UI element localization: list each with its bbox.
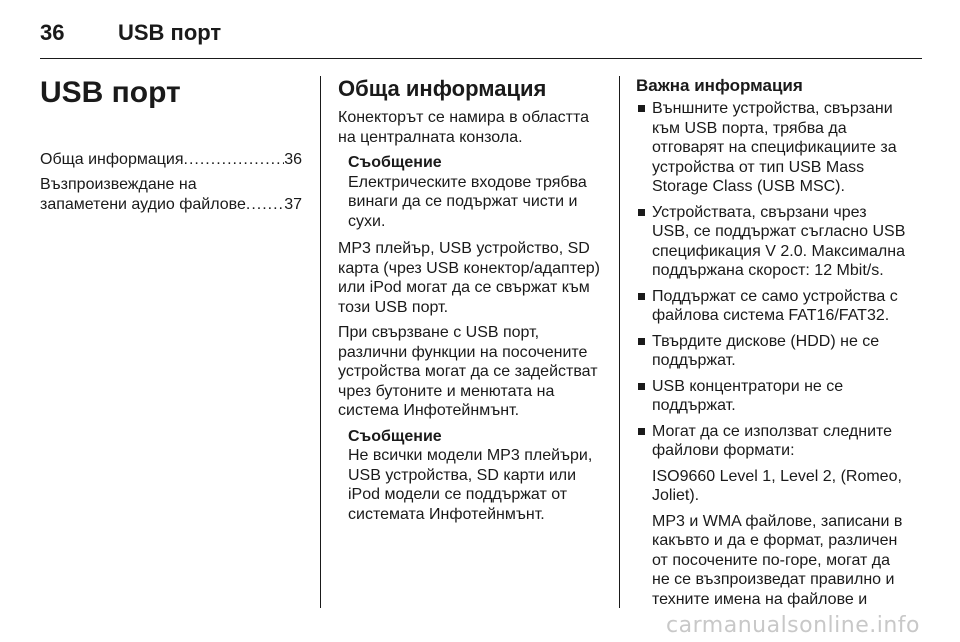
list-item: Външните устройства, свързани към USB порта, трябва да отговарят на спецификациите за устройства от тип USB Mass Storage Class (USB MSC). — [636, 99, 908, 197]
note-block-1 — [348, 153, 604, 231]
toc-entry-text-line1: Възпроизвеждане на — [40, 176, 197, 193]
note-block-2 — [348, 427, 604, 525]
file-format-iso: ISO9660 Level 1, Level 2, (Romeo, Joliet). — [652, 467, 902, 504]
toc-entry-playback[interactable] — [40, 175, 302, 215]
toc-entry-general-info[interactable] — [40, 150, 302, 170]
paragraph-functions: При свързване с USB порт, различни функции на посочените устройства могат да се задействат чрез бутоните и менютата на система Инфотейнмънт. — [338, 324, 598, 419]
toc-entry-text: Обща информация — [40, 151, 184, 168]
section-title: Обща информация — [338, 76, 547, 101]
note-title: Съобщение — [348, 427, 442, 445]
paragraph-devices: MP3 плейър, USB устройство, SD карта (чрез USB конектор/адаптер) или iPod могат да се свържат към този USB порт. — [338, 240, 600, 316]
page-number: 36 — [40, 20, 65, 45]
page-header — [40, 20, 920, 60]
header-title: USB порт — [118, 20, 222, 45]
middle-column — [338, 76, 604, 532]
note-text: Не всички модели MP3 плейъри, USB устройства, SD карти или iPod модели се поддържат от системата Инфотейнмънт. — [348, 447, 593, 523]
list-item: Устройствата, свързани чрез USB, се поддържат съгласно USB спецификация V 2.0. Максимална поддържана скорост: 12 Mbit/s. — [636, 203, 908, 281]
list-item: USB концентратори не се поддържат. — [636, 377, 908, 416]
right-column — [636, 76, 908, 615]
toc-leader-dots — [184, 150, 285, 170]
toc-entry-page: 36 — [284, 151, 302, 168]
note-title: Съобщение — [348, 154, 442, 171]
toc-entry-text-line2: запаметени аудио файлове — [40, 196, 246, 213]
watermark: carmanualsonline.info — [666, 613, 920, 638]
bullet-list — [636, 99, 908, 461]
subsection-title: Важна информация — [636, 76, 803, 95]
toc-leader-dots — [246, 195, 284, 215]
intro-paragraph: Конекторът се намира в областта на централната конзола. — [338, 109, 590, 146]
list-item: Поддържат се само устройства с файлова система FAT16/FAT32. — [636, 287, 908, 326]
list-item: Твърдите дискове (HDD) не се поддържат. — [636, 332, 908, 371]
header-rule — [40, 58, 922, 59]
note-text: Електрическите входове трябва винаги да се подържат чисти и сухи. — [348, 173, 587, 230]
column-divider-2 — [619, 76, 620, 608]
chapter-title: USB порт — [40, 76, 181, 109]
file-format-mp3-wma: MP3 и WMA файлове, записани в какъвто и да е формат, различен от посочените по-горе, могат да не се възпроизведат правилно и техните имена на файлове и — [652, 512, 903, 608]
toc-entry-page: 37 — [284, 196, 302, 213]
left-column — [40, 76, 302, 220]
list-item: Могат да се използват следните файлови формати: — [636, 422, 908, 461]
column-divider-1 — [320, 76, 321, 608]
